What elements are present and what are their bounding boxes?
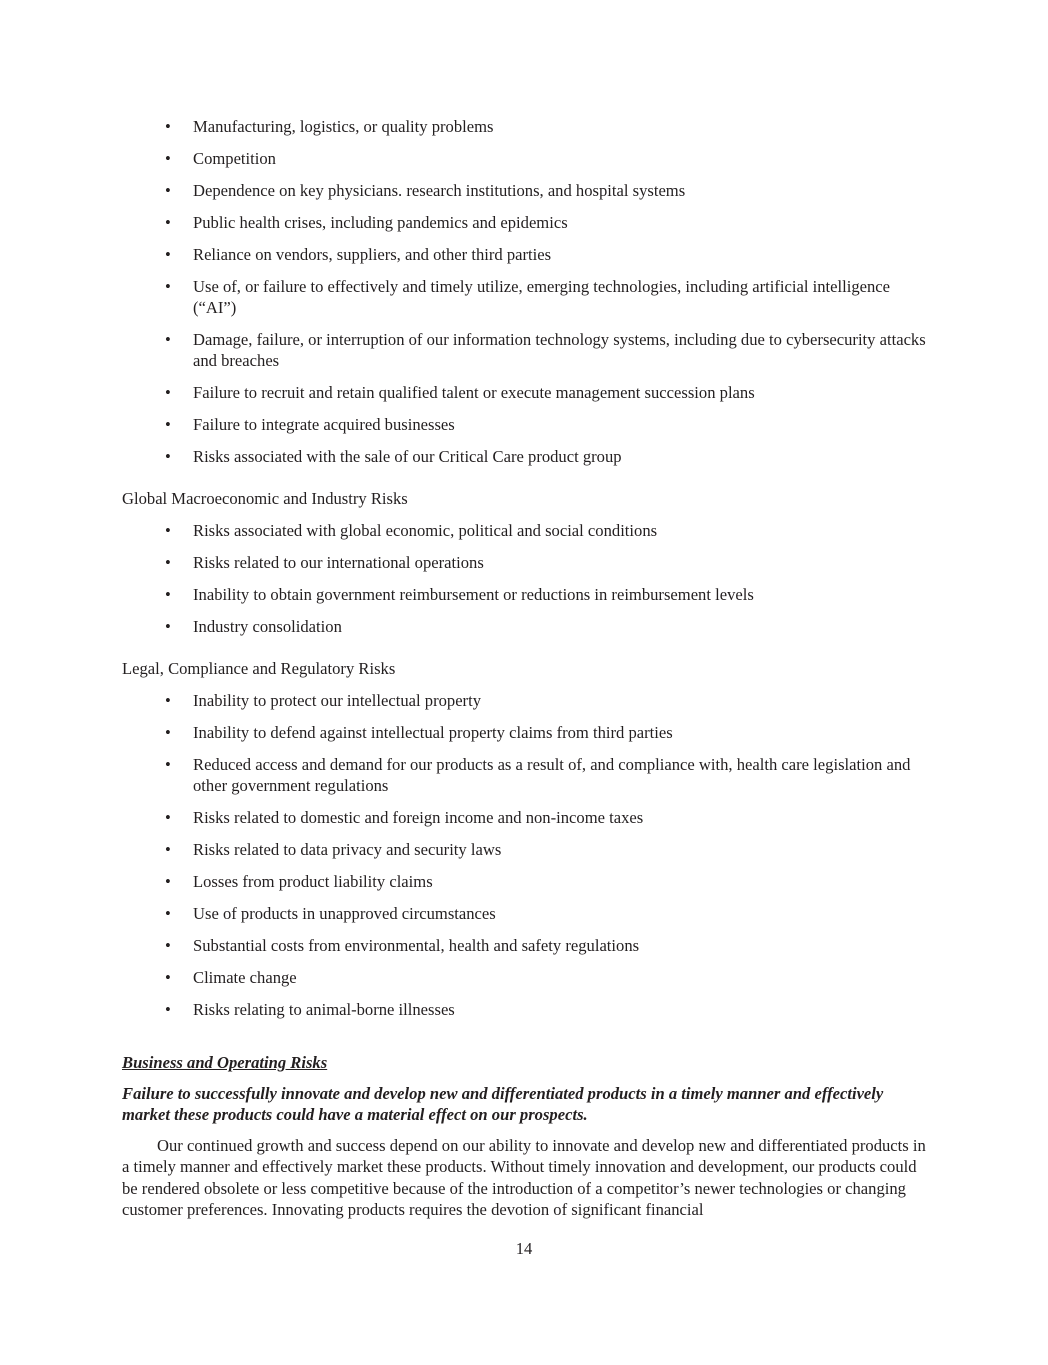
bullet-icon: • <box>165 553 171 572</box>
list-item: • Risks associated with the sale of our Critical Care product group <box>165 447 622 466</box>
list-item: • Risks related to our international operations <box>165 553 484 572</box>
list-item: • Damage, failure, or interruption of our information technology systems, including due to cybersecurity attacks and breaches <box>165 330 926 370</box>
list-item: • Risks related to domestic and foreign income and non-income taxes <box>165 808 644 827</box>
risk-subheading: Failure to successfully innovate and develop new and differentiated products in a timely manner and effectively market these products could have a material effect on our prospects. <box>122 1084 884 1124</box>
page-number: 14 <box>515 1239 533 1258</box>
list-item: • Failure to integrate acquired businesses <box>165 415 455 434</box>
list-item: • Inability to protect our intellectual property <box>165 691 481 710</box>
list-item: • Use of products in unapproved circumstances <box>165 904 496 923</box>
body-paragraph: Our continued growth and success depend on our ability to innovate and develop new and differentiated products in a timely manner and effectively market these products. Without timely innovation and development, our products could be rendered obsolete or less competitive because of the introduction of a competitor’s newer technologies or changing customer preferences. Innovating products requires the devotion of significant financial <box>122 1136 926 1220</box>
bullet-icon: • <box>165 808 171 827</box>
list-item: • Public health crises, including pandemics and epidemics <box>165 213 568 232</box>
bullet-icon: • <box>165 213 171 232</box>
list-item: • Competition <box>165 149 276 168</box>
section-label-macro: Global Macroeconomic and Industry Risks <box>122 489 408 508</box>
macro-risks-list <box>122 520 928 637</box>
bullet-icon: • <box>165 723 171 742</box>
legal-risks-list <box>122 690 928 1020</box>
bullet-icon: • <box>165 117 171 136</box>
bullet-icon: • <box>165 617 171 636</box>
document-page <box>122 116 928 1221</box>
list-item: • Climate change <box>165 968 297 987</box>
bullet-icon: • <box>165 872 171 891</box>
section-label-legal: Legal, Compliance and Regulatory Risks <box>122 659 396 678</box>
list-item: • Risks relating to animal-borne illnesses <box>165 1000 455 1019</box>
bullet-icon: • <box>165 904 171 923</box>
bullet-icon: • <box>165 415 171 434</box>
list-item: • Risks associated with global economic, political and social conditions <box>165 521 658 540</box>
list-item: • Inability to obtain government reimbursement or reductions in reimbursement levels <box>165 585 754 604</box>
bullet-icon: • <box>165 277 171 296</box>
list-item: • Failure to recruit and retain qualified talent or execute management succession plans <box>165 383 755 402</box>
list-item: • Industry consolidation <box>165 617 342 636</box>
list-item: • Inability to defend against intellectual property claims from third parties <box>165 723 673 742</box>
bullet-icon: • <box>165 840 171 859</box>
list-item: • Manufacturing, logistics, or quality problems <box>165 117 494 136</box>
bullet-icon: • <box>165 447 171 466</box>
list-item: • Losses from product liability claims <box>165 872 433 891</box>
bullet-icon: • <box>165 383 171 402</box>
bullet-icon: • <box>165 968 171 987</box>
bullet-icon: • <box>165 1000 171 1019</box>
list-item: • Use of, or failure to effectively and timely utilize, emerging technologies, including artificial intelligence (“AI”) <box>165 277 891 317</box>
bullet-icon: • <box>165 691 171 710</box>
section-heading-business: Business and Operating Risks <box>122 1053 328 1072</box>
list-item: • Reliance on vendors, suppliers, and other third parties <box>165 245 552 264</box>
bullet-icon: • <box>165 330 171 349</box>
bullet-icon: • <box>165 245 171 264</box>
bullet-icon: • <box>165 755 171 774</box>
bullet-icon: • <box>165 936 171 955</box>
bullet-icon: • <box>165 181 171 200</box>
operational-risks-list <box>122 116 928 467</box>
list-item: • Reduced access and demand for our products as a result of, and compliance with, health care legislation and other government regulations <box>165 755 911 795</box>
bullet-icon: • <box>165 521 171 540</box>
list-item: • Substantial costs from environmental, health and safety regulations <box>165 936 640 955</box>
list-item: • Dependence on key physicians. research institutions, and hospital systems <box>165 181 686 200</box>
bullet-icon: • <box>165 585 171 604</box>
list-item: • Risks related to data privacy and security laws <box>165 840 502 859</box>
bullet-icon: • <box>165 149 171 168</box>
